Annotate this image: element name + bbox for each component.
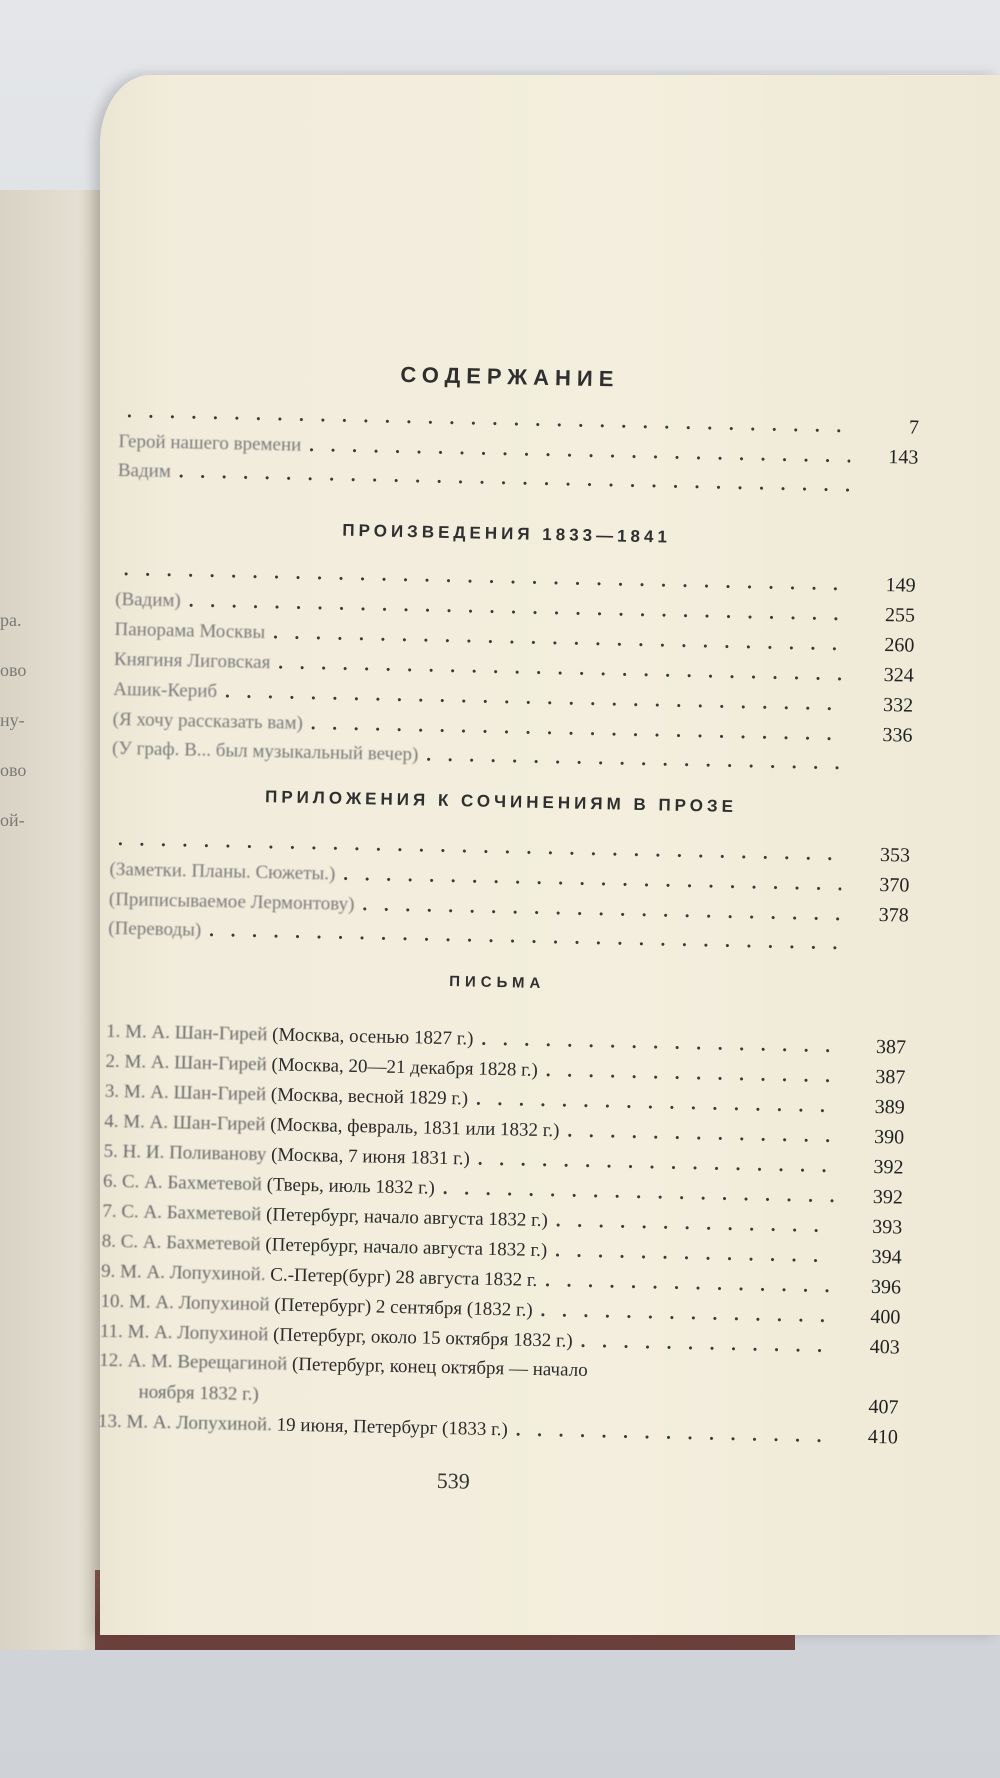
toc-page: 370 xyxy=(879,874,910,897)
letter-recipient: 10. М. А. Лопухиной xyxy=(100,1290,270,1316)
toc-title: (Вадим) xyxy=(114,588,182,612)
letters-heading: ПИСЬМА xyxy=(449,973,546,993)
letter-recipient: 13. М. А. Лопухиной. xyxy=(97,1410,273,1436)
toc-page: 143 xyxy=(888,446,919,469)
leader-dots xyxy=(515,1416,830,1453)
toc-title: (У граф. В... был музыкальный вечер) xyxy=(111,737,419,766)
leader-dots xyxy=(580,1327,832,1362)
letter-recipient: 5. Н. И. Поливанову xyxy=(103,1140,267,1166)
letter-page: 396 xyxy=(870,1275,902,1299)
letter-details: (Москва, февраль, 1831 или 1832 г.) xyxy=(270,1114,560,1142)
letter-page: 394 xyxy=(871,1245,902,1269)
letter-details: (Москва, весной 1829 г.) xyxy=(270,1084,469,1110)
letter-page: 387 xyxy=(875,1035,907,1059)
toc-page: 260 xyxy=(884,634,915,657)
toc-page: 353 xyxy=(879,844,911,867)
toc-page: 378 xyxy=(878,904,909,927)
toc-title: Вадим xyxy=(117,459,172,483)
toc-page: 332 xyxy=(882,694,914,717)
letter-page: 407 xyxy=(868,1395,899,1419)
page-number: 539 xyxy=(436,1467,471,1494)
appendix-heading: ПРИЛОЖЕНИЯ К СОЧИНЕНИЯМ В ПРОЗЕ xyxy=(264,787,738,817)
letter-details: (Петербург, конец октября — начало xyxy=(291,1353,588,1382)
letter-recipient: 2. М. А. Шан-Гирей xyxy=(105,1050,267,1076)
toc-page: 336 xyxy=(882,724,913,747)
letter-details: (Петербург, около 15 октября 1832 г.) xyxy=(272,1324,573,1352)
toc-page: 7 xyxy=(908,416,920,439)
letter-page: 410 xyxy=(867,1425,899,1449)
toc-title: Княгиня Лиговская xyxy=(113,648,271,674)
letter-details: (Петербург) 2 сентября (1832 г.) xyxy=(274,1294,533,1321)
left-page-fragment: ово xyxy=(0,660,27,680)
toc-title: (Приписываемое Лермонтову) xyxy=(108,888,355,916)
left-page-fragment: ра. xyxy=(0,610,22,630)
letter-page xyxy=(839,1381,899,1382)
letters-section xyxy=(98,1016,907,1453)
letter-recipient: 11. М. А. Лопухиной xyxy=(99,1320,269,1346)
letter-details: (Петербург, начало августа 1832 г.) xyxy=(265,1234,548,1262)
toc-title: (Переводы) xyxy=(108,917,202,941)
left-page-fragment: ну- xyxy=(0,710,25,730)
toc-title: Панорама Москвы xyxy=(114,618,266,644)
letter-page: 392 xyxy=(873,1155,904,1179)
letter-page: 392 xyxy=(872,1185,904,1209)
letter-recipient: 3. М. А. Шан-Гирей xyxy=(104,1080,267,1106)
letter-page: 387 xyxy=(875,1065,906,1089)
contents-heading: СОДЕРЖАНИЕ xyxy=(400,361,620,392)
letter-page: 400 xyxy=(870,1305,901,1329)
letter-recipient: 9. М. А. Лопухиной. xyxy=(100,1260,266,1286)
letter-page: 393 xyxy=(871,1215,903,1239)
works-section xyxy=(112,554,916,781)
letter-details: (Тверь, июль 1832 г.) xyxy=(266,1174,436,1199)
letter-recipient: 8. С. А. Бахметевой xyxy=(101,1230,261,1256)
letter-details: (Москва, 20—21 декабря 1828 г.) xyxy=(271,1054,539,1081)
toc-page xyxy=(848,949,908,950)
letter-details: С.-Петер(бург) 28 августа 1832 г. xyxy=(270,1264,538,1291)
letter-recipient: 12. А. М. Верещагиной xyxy=(99,1349,288,1375)
letter-recipient: 4. М. А. Шан-Гирей xyxy=(104,1110,266,1136)
left-page-fragment: ово xyxy=(0,760,27,780)
letter-page: 389 xyxy=(874,1095,905,1119)
letter-details: (Петербург, начало августа 1832 г.) xyxy=(265,1204,549,1232)
page-content xyxy=(74,66,1000,1645)
toc-title: (Заметки. Планы. Сюжеты.) xyxy=(109,858,336,885)
book-page xyxy=(97,75,1000,1635)
toc-page xyxy=(858,491,918,492)
appendix-section xyxy=(108,824,910,961)
letter-details: (Москва, осенью 1827 г.) xyxy=(271,1024,474,1050)
letter-recipient: ноября 1832 г.) xyxy=(138,1381,259,1406)
letter-page: 403 xyxy=(869,1335,900,1359)
works-heading: ПРОИЗВЕДЕНИЯ 1833—1841 xyxy=(342,520,672,547)
letter-details: 19 июня, Петербург (1833 г.) xyxy=(276,1414,509,1441)
toc-page: 255 xyxy=(884,604,916,627)
main-section xyxy=(118,396,920,503)
toc-title: Герой нашего времени xyxy=(118,430,302,456)
letter-recipient: 7. С. А. Бахметевой xyxy=(102,1200,262,1226)
toc-title: (Я хочу рассказать вам) xyxy=(112,708,304,734)
left-page-fragment: ой- xyxy=(0,810,25,830)
toc-page xyxy=(852,769,912,770)
toc-title: Ашик-Кериб xyxy=(113,678,218,703)
letter-recipient: 6. С. А. Бахметевой xyxy=(102,1170,263,1196)
letter-recipient: 1. М. А. Шан-Гирей xyxy=(105,1020,268,1046)
toc-page: 149 xyxy=(885,574,916,597)
toc-page: 324 xyxy=(883,664,915,687)
letter-page: 390 xyxy=(873,1125,905,1149)
letter-details: (Москва, 7 июня 1831 г.) xyxy=(270,1144,471,1170)
